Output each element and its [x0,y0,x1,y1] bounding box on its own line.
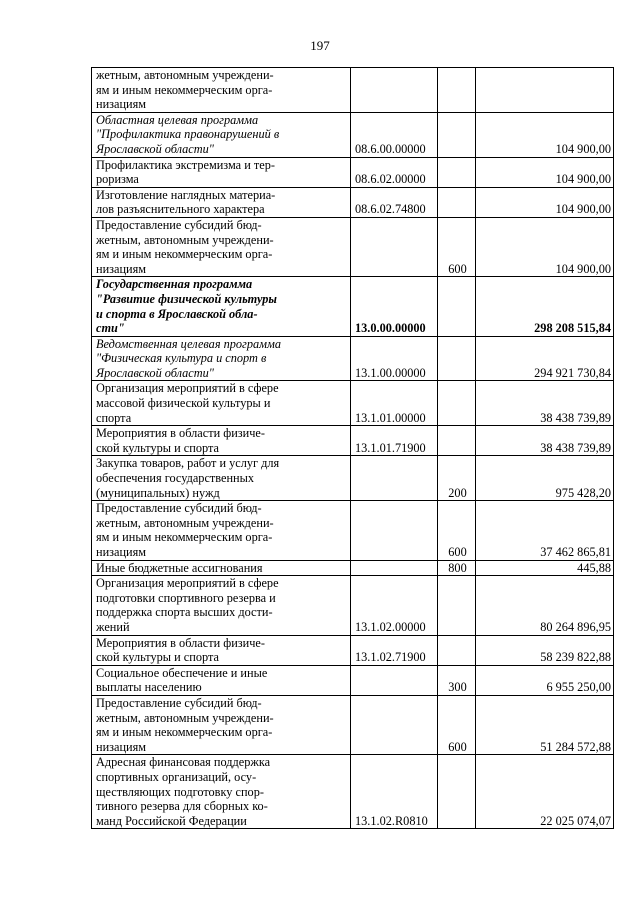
row-name-line: Организация мероприятий в сфере [96,381,279,396]
table-row [92,501,614,560]
table-row [92,695,614,754]
row-name-line: лов разъяснительного характера [96,202,265,217]
table-row [92,426,614,456]
row-name-line: жетным, автономным учреждени- [96,710,274,725]
row-name-line: подготовки спортивного резерва и [96,590,276,605]
row-expense-type-cell: 800 [438,560,476,576]
row-code-cell [351,217,438,276]
row-name-line: ям и иным некоммерческим орга- [96,725,273,740]
table-row [92,635,614,665]
row-name-line: ской культуры и спорта [96,440,219,455]
row-expense-type-cell [438,277,476,336]
row-sum-cell: 6 955 250,00 [476,665,614,695]
row-name-line: Социальное обеспечение и иные [96,665,268,680]
row-name-line: Предоставление субсидий бюд- [96,501,262,516]
row-code-cell: 08.6.00.00000 [351,112,438,157]
table-row [92,217,614,276]
row-name-line: Организация мероприятий в сфере [96,576,279,591]
row-expense-type-cell [438,68,476,113]
row-expense-type-cell [438,336,476,381]
row-code-cell [351,456,438,501]
row-name-cell [92,456,351,501]
row-name-line: роризма [96,172,139,187]
row-code-cell: 13.1.02.R0810 [351,755,438,829]
row-name-line: Государственная программа [96,277,253,292]
row-name-line: сти" [96,321,125,336]
row-name-line: тивного резерва для сборных ко- [96,799,268,814]
row-name-line: низациям [96,739,147,754]
row-name-cell [92,695,351,754]
row-name-line: низациям [96,97,147,112]
row-expense-type-cell [438,187,476,217]
row-name-cell [92,112,351,157]
row-sum-cell: 294 921 730,84 [476,336,614,381]
row-expense-type-cell [438,157,476,187]
row-name-line: жений [96,619,130,634]
table-row [92,381,614,426]
row-name-line: Мероприятия в области физиче- [96,635,265,650]
table-row [92,665,614,695]
row-expense-type-cell [438,635,476,665]
row-sum-cell: 38 438 739,89 [476,426,614,456]
row-sum-cell: 298 208 515,84 [476,277,614,336]
row-name-cell [92,336,351,381]
row-code-cell: 13.1.01.00000 [351,381,438,426]
row-name-line: и спорта в Ярославской обла- [96,306,258,321]
row-name-line: ям и иным некоммерческим орга- [96,530,273,545]
row-name-line: манд Российской Федерации [96,813,247,828]
row-code-cell: 08.6.02.74800 [351,187,438,217]
row-name-line: жетным, автономным учреждени- [96,515,274,530]
row-code-cell [351,665,438,695]
row-name-cell [92,560,351,576]
row-code-cell: 08.6.02.00000 [351,157,438,187]
table-row [92,336,614,381]
row-name-line: Иные бюджетные ассигнования [96,560,263,575]
row-name-cell [92,576,351,635]
row-name-line: "Физическая культура и спорт в [96,351,267,366]
row-sum-cell: 104 900,00 [476,217,614,276]
row-code-cell: 13.1.02.00000 [351,576,438,635]
row-expense-type-cell [438,576,476,635]
row-name-line: ществляющих подготовку спор- [96,784,264,799]
table-row [92,277,614,336]
row-expense-type-cell [438,381,476,426]
row-name-line: массовой физической культуры и [96,396,271,411]
row-name-cell [92,381,351,426]
table-row [92,576,614,635]
row-sum-cell: 80 264 896,95 [476,576,614,635]
row-code-cell: 13.1.02.71900 [351,635,438,665]
budget-table [91,67,614,829]
row-name-cell [92,755,351,829]
row-sum-cell: 37 462 865,81 [476,501,614,560]
row-name-line: низациям [96,545,147,559]
row-sum-cell: 22 025 074,07 [476,755,614,829]
row-name-line: спортивных организаций, осу- [96,769,257,784]
row-code-cell: 13.1.00.00000 [351,336,438,381]
row-expense-type-cell [438,112,476,157]
row-name-line: спорта [96,410,132,425]
row-name-line: низациям [96,261,147,276]
row-sum-cell: 104 900,00 [476,187,614,217]
row-name-line: ям и иным некоммерческим орга- [96,82,273,97]
table-row [92,157,614,187]
row-sum-cell: 975 428,20 [476,456,614,501]
row-code-cell [351,68,438,113]
row-expense-type-cell [438,426,476,456]
page-number: 197 [310,38,330,53]
row-name-cell [92,277,351,336]
row-name-line: Областная целевая программа [96,112,259,127]
row-name-line: Профилактика экстремизма и тер- [96,157,275,172]
row-name-line: ской культуры и спорта [96,650,219,665]
row-name-cell [92,157,351,187]
row-name-line: Изготовление наглядных материа- [96,187,276,202]
row-name-line: Мероприятия в области физиче- [96,426,265,441]
row-name-line: Ярославской области" [96,365,214,380]
row-code-cell: 13.0.00.00000 [351,277,438,336]
row-name-line: выплаты населению [96,680,202,695]
row-expense-type-cell: 600 [438,501,476,560]
row-code-cell [351,695,438,754]
row-name-cell [92,217,351,276]
row-name-cell [92,665,351,695]
row-name-line: "Развитие физической культуры [96,291,277,306]
row-name-line: ям и иным некоммерческим орга- [96,247,273,262]
row-name-cell [92,426,351,456]
row-name-line: Адресная финансовая поддержка [96,755,271,770]
row-code-cell [351,560,438,576]
row-sum-cell [476,68,614,113]
row-name-line: жетным, автономным учреждени- [96,232,274,247]
table-row [92,187,614,217]
row-name-line: (муниципальных) нужд [96,485,220,500]
row-name-line: "Профилактика правонарушений в [96,127,280,142]
row-sum-cell: 58 239 822,88 [476,635,614,665]
row-name-cell [92,635,351,665]
table-row [92,560,614,576]
row-name-cell [92,68,351,113]
row-name-line: Предоставление субсидий бюд- [96,217,262,232]
row-expense-type-cell [438,755,476,829]
row-expense-type-cell: 300 [438,665,476,695]
row-code-cell [351,501,438,560]
budget-table-body [92,68,614,829]
row-name-line: Ярославской области" [96,141,214,156]
table-row [92,112,614,157]
row-sum-cell: 445,88 [476,560,614,576]
table-row [92,68,614,113]
row-name-line: поддержка спорта высших дости- [96,605,273,620]
row-name-cell [92,501,351,560]
table-row [92,456,614,501]
row-expense-type-cell: 600 [438,695,476,754]
row-code-cell: 13.1.01.71900 [351,426,438,456]
row-name-line: Предоставление субсидий бюд- [96,695,262,710]
row-sum-cell: 104 900,00 [476,112,614,157]
row-name-cell [92,187,351,217]
row-sum-cell: 51 284 572,88 [476,695,614,754]
row-expense-type-cell: 200 [438,456,476,501]
row-name-line: жетным, автономным учреждени- [96,68,274,82]
row-sum-cell: 38 438 739,89 [476,381,614,426]
row-name-line: обеспечения государственных [96,471,255,486]
row-expense-type-cell: 600 [438,217,476,276]
table-row [92,755,614,829]
row-name-line: Ведомственная целевая программа [96,336,281,351]
row-sum-cell: 104 900,00 [476,157,614,187]
row-name-line: Закупка товаров, работ и услуг для [96,456,280,471]
